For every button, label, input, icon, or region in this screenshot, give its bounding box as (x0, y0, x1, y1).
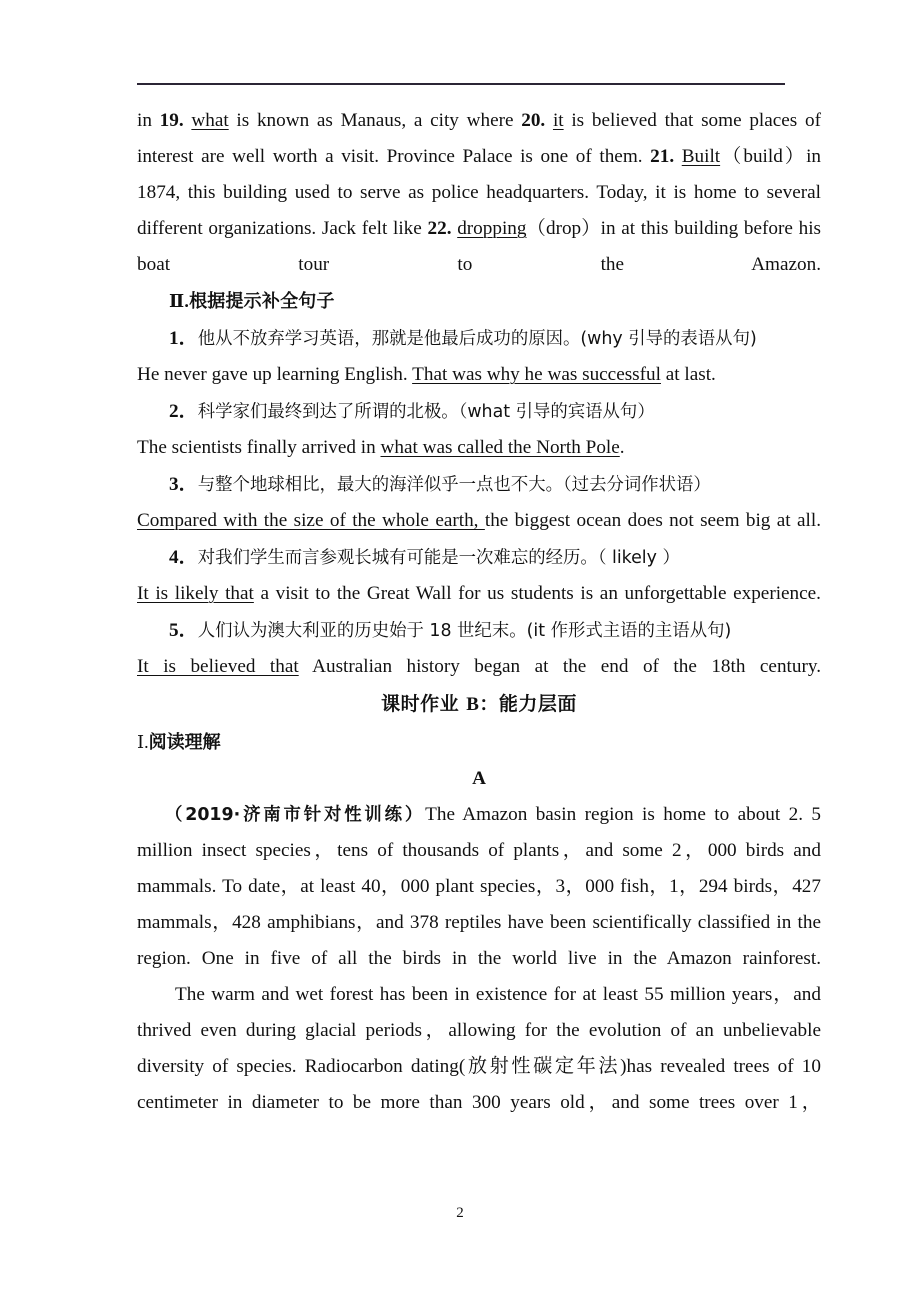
part-title-one: 阅读理解 (148, 732, 221, 753)
answer-post-3: the biggest ocean does not seem big at all. (484, 510, 821, 531)
cloze-segment-4: （drop）in at this building before his boat tour to the Amazon. (137, 218, 822, 275)
question-text-4: 对我们学生而言参观长城有可能是一次难忘的经历。（ likely ） (197, 548, 680, 568)
cloze-segment-3: （build）in 1874, this building used to serve as police headquarters. Today, it is home to several different organizations. Jack felt like (137, 146, 821, 239)
cloze-text-pre: in (137, 110, 160, 131)
answer-post-1: at last. (660, 364, 716, 385)
question-answer-4 (137, 576, 821, 612)
section-dot-two: . (184, 291, 190, 311)
question-prompt-2 (137, 393, 821, 430)
question-number-1: 1． (169, 328, 198, 349)
section-heading-two (137, 283, 821, 320)
question-prompt-1 (137, 320, 821, 357)
header-rule (137, 83, 785, 85)
answer-blank-5: It is believed that (137, 656, 299, 677)
answer-pre-1: He never gave up learning English. (137, 364, 413, 385)
cloze-number-21: 21. (650, 146, 675, 167)
part-heading-one (137, 724, 821, 761)
question-number-5: 5． (169, 620, 198, 641)
question-number-3: 3． (169, 474, 198, 495)
part-numeral-one: Ⅰ (137, 732, 145, 752)
answer-blank-1: That was why he was successful (412, 364, 661, 385)
cloze-segment-1: is known as Manaus, a city where (228, 110, 522, 131)
question-answer-5 (137, 649, 821, 685)
passage-paragraph-2: The warm and wet forest has been in existence for at least 55 million years，and thrived even during glacial periods，allowing for the evolution of an unbelievable diversity of species. Radiocarbon dating(放射性碳定年法)has revealed trees of 10 centimeter in diameter to be more than 300 years old，and some trees over 1， (137, 984, 821, 1113)
section-title-two: 根据提示补全句子 (189, 291, 335, 312)
question-text-1: 他从不放弃学习英语，那就是他最后成功的原因。(why 引导的表语从句) (197, 329, 757, 349)
answer-blank-4: It is likely that (137, 583, 254, 604)
cloze-number-20: 20. (521, 110, 546, 131)
passage-source-tag: （2019·济南市针对性训练） (165, 805, 426, 825)
answer-post-5: Australian history began at the end of the 18th century. (298, 656, 821, 677)
cloze-continuation-paragraph (137, 103, 821, 283)
question-answer-3 (137, 503, 821, 539)
question-prompt-4 (137, 539, 821, 576)
passage-paragraph-1-text: The Amazon basin region is home to about 2. 5 million insect species，tens of thousands of plants，and some 2，000 birds and mammals. To date，at least 40，000 plant species，3，000 fish，1，294 birds，427 mammals，428 amphibians，and 378 reptiles have been scientifically classified in the region. One in five of all the birds in the world live in the Amazon rainforest. (137, 804, 821, 969)
cloze-answer-19: what (191, 110, 229, 131)
question-number-2: 2． (169, 401, 198, 422)
page-content (137, 103, 821, 1121)
answer-pre-2: The scientists finally arrived in (137, 437, 381, 458)
question-text-3: 与整个地球相比，最大的海洋似乎一点也不大。（过去分词作状语） (197, 475, 711, 495)
cloze-number-22: 22. (427, 218, 452, 239)
answer-blank-2: what was called the North Pole (380, 437, 620, 458)
part-dot-one: . (144, 732, 149, 752)
question-text-5: 人们认为澳大利亚的历史始于 18 世纪末。(it 作形式主语的主语从句) (197, 621, 732, 641)
assignment-title-letter: B (466, 694, 480, 715)
question-answer-1 (137, 357, 821, 393)
assignment-title-suffix: ：能力层面 (479, 693, 577, 715)
passage-letter-a: A (472, 768, 486, 789)
section-numeral-two: Ⅱ (169, 291, 185, 311)
cloze-answer-20: it (552, 110, 564, 131)
assignment-title (137, 685, 821, 724)
question-number-4: 4． (169, 547, 198, 568)
answer-post-4: a visit to the Great Wall for us students is an unforgettable experience. (253, 583, 821, 604)
page-number: 2 (456, 1205, 464, 1221)
answer-post-2: . (619, 437, 625, 458)
question-text-2: 科学家们最终到达了所谓的北极。（what 引导的宾语从句） (197, 402, 655, 422)
question-answer-2 (137, 430, 821, 466)
assignment-title-prefix: 课时作业 (381, 693, 467, 715)
cloze-number-19: 19. (159, 110, 184, 131)
question-prompt-3 (137, 466, 821, 503)
cloze-answer-22: dropping (457, 218, 527, 239)
question-prompt-5 (137, 612, 821, 649)
cloze-segment-2: is believed that some places of interest are well worth a visit. Province Palace is one of them. (137, 110, 821, 167)
passage-paragraph-1 (137, 797, 821, 977)
cloze-answer-21: Built (681, 146, 721, 167)
answer-blank-3: Compared with the size of the whole earth, (137, 510, 485, 531)
